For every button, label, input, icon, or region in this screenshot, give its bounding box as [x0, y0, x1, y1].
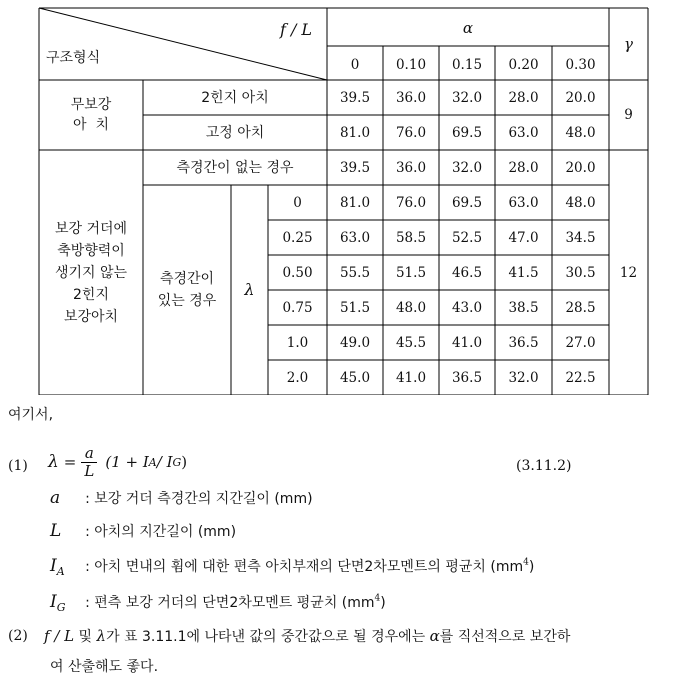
def-symbol-wrap — [50, 592, 80, 614]
table-cell: 55.5 — [339, 264, 371, 281]
fl-value: 0.20 — [508, 57, 539, 73]
table-cell: 76.0 — [395, 124, 427, 141]
formula-slash: / I — [156, 453, 173, 471]
table-cell: 28.5 — [565, 299, 596, 316]
def-sup: 4 — [523, 557, 529, 568]
table-cell: 63.0 — [508, 194, 539, 211]
fl-value: 0 — [350, 57, 360, 73]
table-cell: 52.5 — [451, 229, 483, 246]
table-cell: 63.0 — [339, 229, 371, 246]
table-cell: 36.5 — [451, 369, 483, 386]
unreinforced-label-line1: 무보강 — [70, 97, 112, 113]
table-cell: 36.5 — [508, 334, 539, 351]
table-cell: 38.5 — [508, 299, 539, 316]
lambda-label: λ — [244, 280, 255, 299]
fl-value: 0.10 — [395, 57, 427, 73]
with-side-span-label — [143, 185, 231, 395]
table-cell: 32.0 — [451, 159, 483, 176]
table-cell: 20.0 — [565, 89, 596, 106]
table-cell: 32.0 — [451, 89, 483, 106]
table-cell: 30.5 — [565, 264, 596, 281]
reinforced-label-line: 2힌지 — [73, 286, 109, 303]
lambda-value: 0.50 — [282, 264, 313, 281]
with-side-span-line2: 있는 경우 — [157, 293, 217, 309]
table-cell: 69.5 — [451, 124, 483, 141]
lambda-formula — [48, 440, 187, 484]
reinforced-arch-label — [39, 150, 143, 395]
table-cell: 34.5 — [565, 229, 596, 246]
def-symbol: a — [50, 488, 61, 508]
row-label: 고정 아치 — [205, 124, 265, 141]
table-cell: 58.5 — [395, 229, 427, 246]
formula-sub-g: G — [172, 455, 182, 469]
def-text: : 아치의 지간길이 (mm) — [85, 524, 237, 540]
formula-sub-a: A — [148, 455, 157, 469]
def-symbol-wrap — [50, 556, 80, 578]
table-cell: 47.0 — [508, 229, 539, 246]
table-cell: 41.0 — [451, 334, 483, 351]
item2-alpha: α — [429, 627, 440, 645]
formula-denominator: L — [84, 461, 95, 480]
reinforced-label-line: 생기지 않는 — [54, 264, 128, 281]
definition-a — [50, 488, 313, 508]
item2-line1 — [44, 626, 570, 646]
def-text: : 보강 거더 측경간의 지간길이 (mm) — [85, 491, 313, 507]
table-cell: 28.0 — [508, 159, 539, 176]
table-cell: 41.5 — [508, 264, 539, 281]
unreinforced-arch-label — [39, 80, 143, 150]
reinforced-label-line: 보강아치 — [63, 308, 119, 325]
item1-number: (1) — [8, 458, 28, 474]
table-cell: 49.0 — [339, 334, 371, 351]
table-cell: 45.0 — [339, 369, 371, 386]
fl-value: 0.15 — [451, 57, 483, 73]
fl-value: 0.30 — [565, 57, 596, 73]
formula-equals: = — [63, 453, 77, 471]
table-cell: 63.0 — [508, 124, 539, 141]
formula-paren: (1 + I — [105, 453, 149, 471]
table-cell: 39.5 — [339, 159, 371, 176]
f-over-l-header: f / L — [279, 20, 313, 39]
item2-number: (2) — [8, 628, 28, 644]
formula-numerator: a — [84, 443, 94, 462]
def-symbol-sub: A — [56, 565, 65, 579]
table-cell: 41.0 — [395, 369, 427, 386]
table-cell: 36.0 — [395, 89, 427, 106]
reinforced-label-line: 보강 거더에 — [54, 220, 128, 237]
definition-ig — [50, 592, 386, 614]
lambda-value: 1.0 — [286, 334, 309, 351]
item2-line2: 여 산출해도 좋다. — [50, 659, 159, 675]
row-label: 측경간이 없는 경우 — [176, 159, 294, 176]
table-cell: 28.0 — [508, 89, 539, 106]
table-cell: 45.5 — [395, 334, 427, 351]
alpha-header: α — [462, 19, 474, 37]
formula-fraction — [81, 445, 97, 480]
item2-fl: f / L — [44, 627, 75, 645]
formula-lambda: λ — [48, 452, 59, 472]
table-cell: 69.5 — [451, 194, 483, 211]
table-cell: 48.0 — [565, 124, 596, 141]
structure-type-header: 구조형식 — [46, 50, 101, 66]
table-cell: 32.0 — [508, 369, 539, 386]
with-side-span-line1: 측경간이 — [159, 271, 215, 287]
item2-text-end: 를 직선적으로 보간하 — [439, 629, 571, 645]
lambda-value: 0.75 — [282, 299, 313, 316]
item2-text: 가 표 3.11.1에 나타낸 값의 중간값으로 될 경우에는 — [106, 629, 430, 645]
equation-number: (3.11.2) — [516, 458, 572, 474]
formula-close: ) — [181, 453, 188, 471]
def-symbol: I — [50, 592, 57, 612]
table-cell: 20.0 — [565, 159, 596, 176]
gamma-value-reinforced: 12 — [619, 264, 638, 281]
table-cell: 81.0 — [339, 194, 371, 211]
notes-intro: 여기서, — [8, 407, 54, 423]
table-cell: 51.5 — [339, 299, 371, 316]
def-symbol: I — [50, 556, 57, 576]
item2-and: 및 — [74, 629, 97, 645]
def-symbol: L — [50, 521, 62, 541]
table-cell: 46.5 — [451, 264, 483, 281]
def-tail: ) — [380, 595, 386, 611]
table-cell: 48.0 — [565, 194, 596, 211]
table-cell: 48.0 — [395, 299, 427, 316]
def-text: : 아치 면내의 휨에 대한 편측 아치부재의 단면2차모멘트의 평균치 (mm — [85, 559, 524, 575]
table-cell: 81.0 — [339, 124, 371, 141]
table-cell: 22.5 — [565, 369, 596, 386]
def-text: : 편측 보강 거더의 단면2차모멘트 평균치 (mm — [85, 595, 375, 611]
def-sup: 4 — [374, 593, 381, 604]
reinforced-label-line: 축방향력이 — [57, 242, 125, 259]
def-symbol-sub: G — [56, 601, 66, 615]
definition-ia — [50, 556, 534, 578]
item2-lambda: λ — [96, 627, 107, 645]
table-cell: 51.5 — [395, 264, 427, 281]
def-tail: ) — [528, 559, 535, 575]
row-label: 2힌지 아치 — [201, 89, 269, 106]
lambda-value: 0.25 — [282, 229, 313, 246]
lambda-value: 0 — [293, 194, 302, 211]
table-cell: 39.5 — [339, 89, 371, 106]
unreinforced-label-line2: 아 치 — [73, 117, 109, 133]
definition-l — [50, 521, 236, 541]
table-cell: 76.0 — [395, 194, 427, 211]
table-cell: 36.0 — [395, 159, 427, 176]
table-cell: 43.0 — [451, 299, 483, 316]
gamma-header: γ — [624, 35, 633, 53]
gamma-value-unreinforced: 9 — [624, 107, 633, 123]
table-cell: 27.0 — [565, 334, 596, 351]
lambda-value: 2.0 — [286, 369, 309, 386]
